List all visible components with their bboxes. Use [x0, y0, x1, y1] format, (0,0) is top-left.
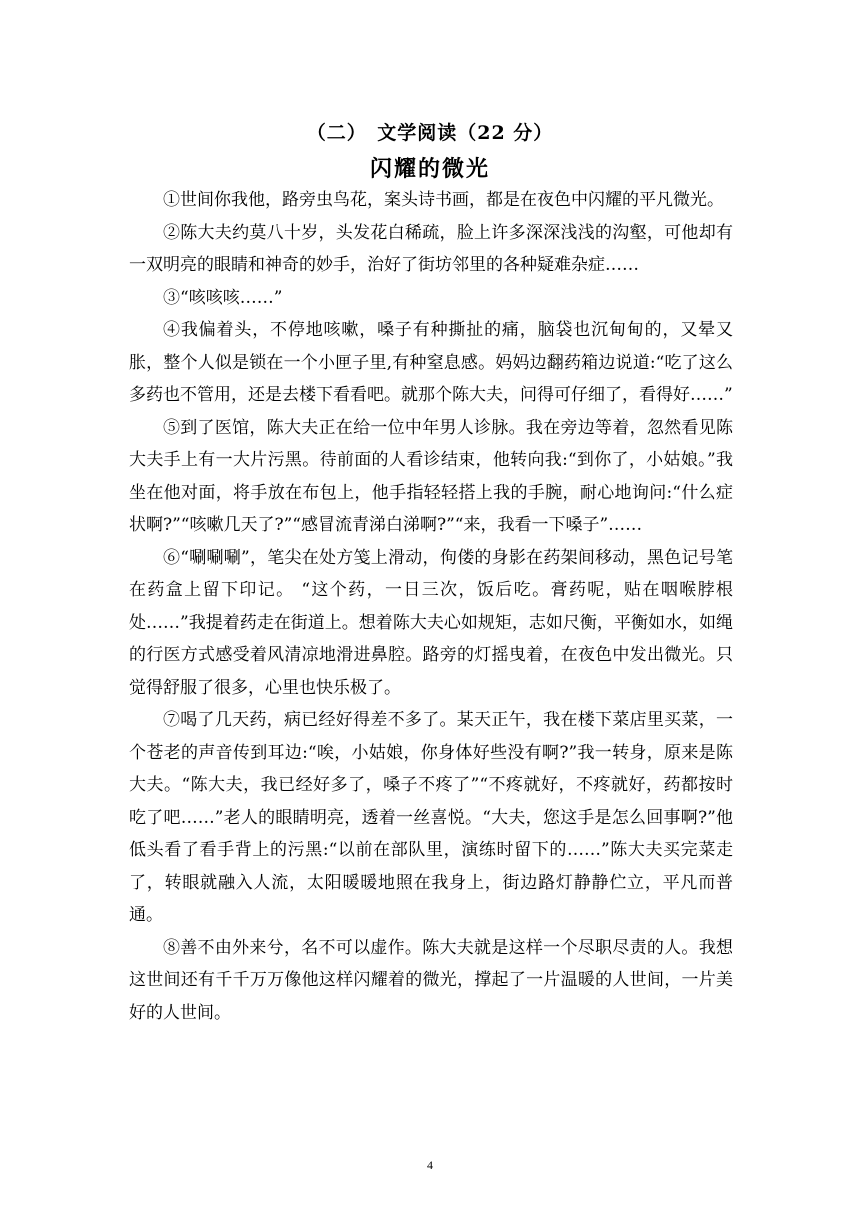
paragraph-6: ⑥“唰唰唰”，笔尖在处方笺上滑动，佝偻的身影在药架间移动，黑色记号笔在药盒上留下印记。 “这个药，一日三次，饭后吃。膏药呢，贴在咽喉脖根处……”我提着药走在街道上。想着陈大夫心如规矩，志如尺衡，平衡如水，如绳的行医方式感受着风清凉地滑进鼻腔。路旁的灯摇曳着，在夜色中发出微光。只觉得舒服了很多，心里也快乐极了。	[129, 547, 733, 698]
paragraph-1: ①世间你我他，路旁虫鸟花，案头诗书画，都是在夜色中闪耀的平凡微光。	[163, 190, 724, 210]
article-body	[129, 184, 733, 1029]
article-title: 闪耀的微光	[369, 156, 490, 182]
paragraph-2: ②陈大夫约莫八十岁，头发花白稀疏，脸上许多深深浅浅的沟壑，可他却有一双明亮的眼睛和神奇的妙手，治好了街坊邻里的各种疑难杂症……	[129, 222, 733, 275]
page-number: 4	[427, 1158, 433, 1172]
paragraph-5: ⑤到了医馆，陈大夫正在给一位中年男人诊脉。我在旁边等着，忽然看见陈大夫手上有一大片污黑。待前面的人看诊结束，他转向我:“到你了，小姑娘。”我坐在他对面，将手放在布包上，他手指轻轻搭上我的手腕，耐心地询问:“什么症状啊?”“咳嗽几天了?”“感冒流青涕白涕啊?”“来，我看一下嗓子”……	[129, 417, 733, 535]
paragraph-7: ⑦喝了几天药，病已经好得差不多了。某天正午，我在楼下菜店里买菜，一个苍老的声音传到耳边:“唉，小姑娘，你身体好些没有啊?”我一转身，原来是陈大夫。“陈大夫，我已经好多了，嗓子不疼了”“不疼就好，不疼就好，药都按时吃了吧……”老人的眼睛明亮，透着一丝喜悦。“大夫，您这手是怎么回事啊?”他低头看了看手背上的污黑:“以前在部队里，演练时留下的……”陈大夫买完菜走了，转眼就融入人流，太阳暖暖地照在我身上，街边路灯静静伫立，平凡而普通。	[129, 710, 733, 925]
paragraph-4: ④我偏着头，不停地咳嗽，嗓子有种撕扯的痛，脑袋也沉甸甸的，又晕又胀，整个人似是锁在一个小匣子里,有种窒息感。妈妈边翻药箱边说道:“吃了这么多药也不管用，还是去楼下看看吧。就那个陈大夫，问得可仔细了，看得好……”	[129, 320, 733, 405]
section-heading: （二） 文学阅读（22 分）	[306, 122, 554, 144]
paragraph-3: ③“咳咳咳……”	[163, 287, 283, 308]
paragraph-8: ⑧善不由外来兮，名不可以虚作。陈大夫就是这样一个尽职尽责的人。我想这世间还有千千万万像他这样闪耀着的微光，撑起了一片温暖的人世间，一片美好的人世间。	[129, 937, 733, 1023]
